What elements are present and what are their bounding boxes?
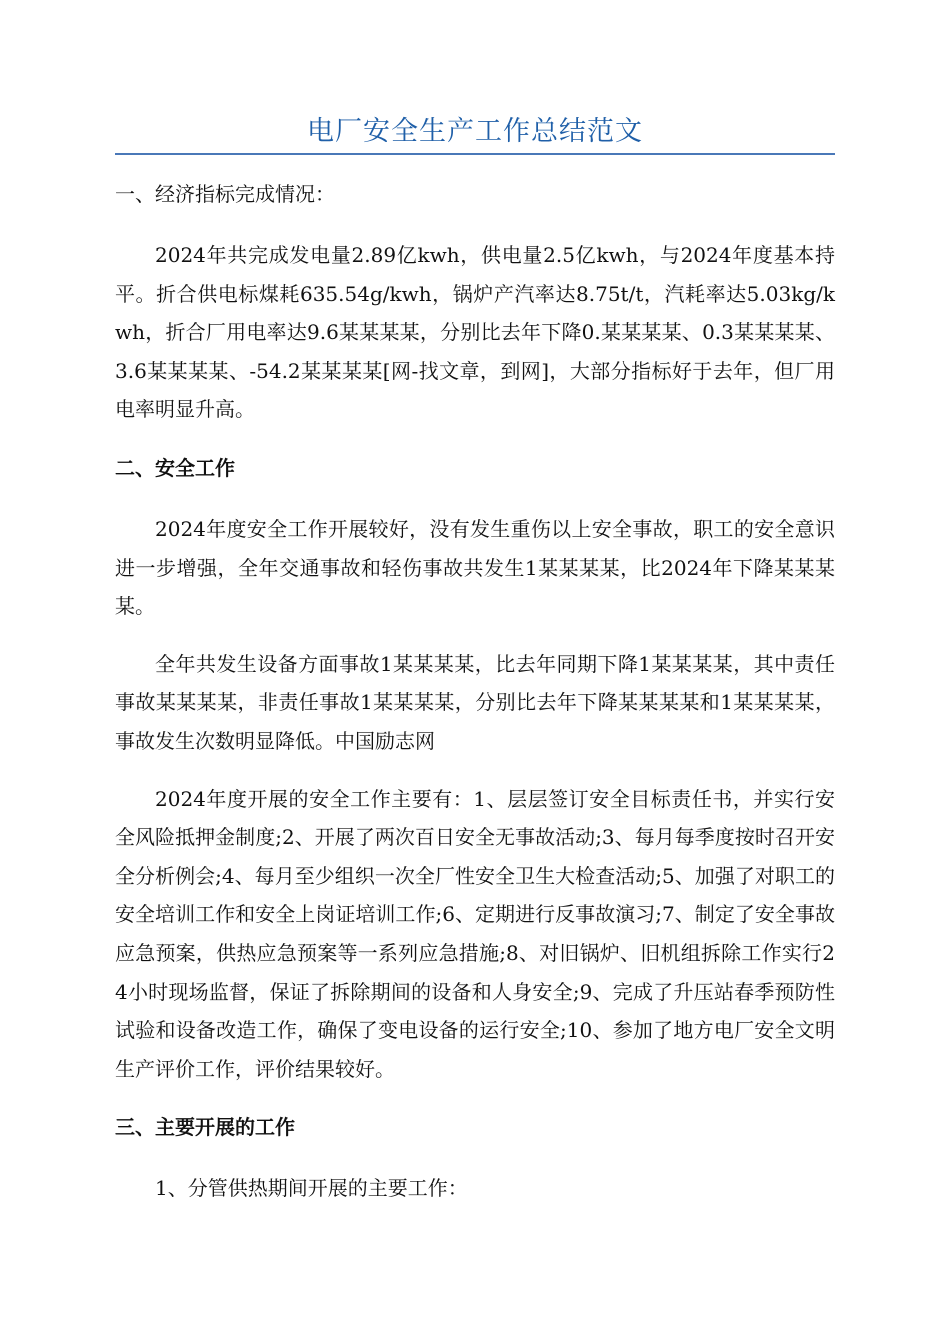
document-body [115, 174, 835, 1227]
paragraph-equipment-accidents: 全年共发生设备方面事故1某某某某，比去年同期下降1某某某某，其中责任事故某某某某，非责任事故1某某某某，分别比去年下降某某某某和1某某某某，事故发生次数明显降低。中国励志网 [115, 651, 835, 753]
section-heading-main-work: 三、主要开展的工作 [115, 1115, 295, 1140]
section-heading-safety-work: 二、安全工作 [115, 455, 235, 480]
section-heading-economic-indicators: 一、经济指标完成情况： [115, 182, 335, 206]
paragraph-heating-work: 1、分管供热期间开展的主要工作： [155, 1176, 468, 1201]
paragraph-economic-indicators: 2024年共完成发电量2.89亿kwh，供电量2.5亿kwh，与2024年度基本持平。折合供电标煤耗635.54g/kwh，锅炉产汽率达8.75t/t，汽耗率达5.03kg/kwh，折合厂用电率达9.6某某某某，分别比去年下降0.某某某某、0.3某某某某、3.6某某某某、-54.2某某某某[网-找文章，到网]，大部分指标好于去年，但厂用电率明显升高。 [115, 243, 835, 422]
document-title: 电厂安全生产工作总结范文 [307, 116, 643, 147]
paragraph-safety-overview: 2024年度安全工作开展较好，没有发生重伤以上安全事故，职工的安全意识进一步增强，全年交通事故和轻伤事故共发生1某某某某，比2024年下降某某某某。 [115, 516, 835, 619]
paragraph-safety-measures: 2024年度开展的安全工作主要有：1、层层签订安全目标责任书，并实行安全风险抵押金制度;2、开展了两次百日安全无事故活动;3、每月每季度按时召开安全分析例会;4、每月至少组织一次全厂性安全卫生大检查活动;5、加强了对职工的安全培训工作和安全上岗证培训工作;6、定期进行反事故演习;7、制定了安全事故应急预案，供热应急预案等一系列应急措施;8、对旧锅炉、旧机组拆除工作实行24小时现场监督，保证了拆除期间的设备和人身安全;9、完成了升压站春季预防性试验和设备改造工作，确保了变电设备的运行安全;10、参加了地方电厂安全文明生产评价工作，评价结果较好。 [115, 786, 835, 1081]
title-underline [115, 153, 835, 155]
